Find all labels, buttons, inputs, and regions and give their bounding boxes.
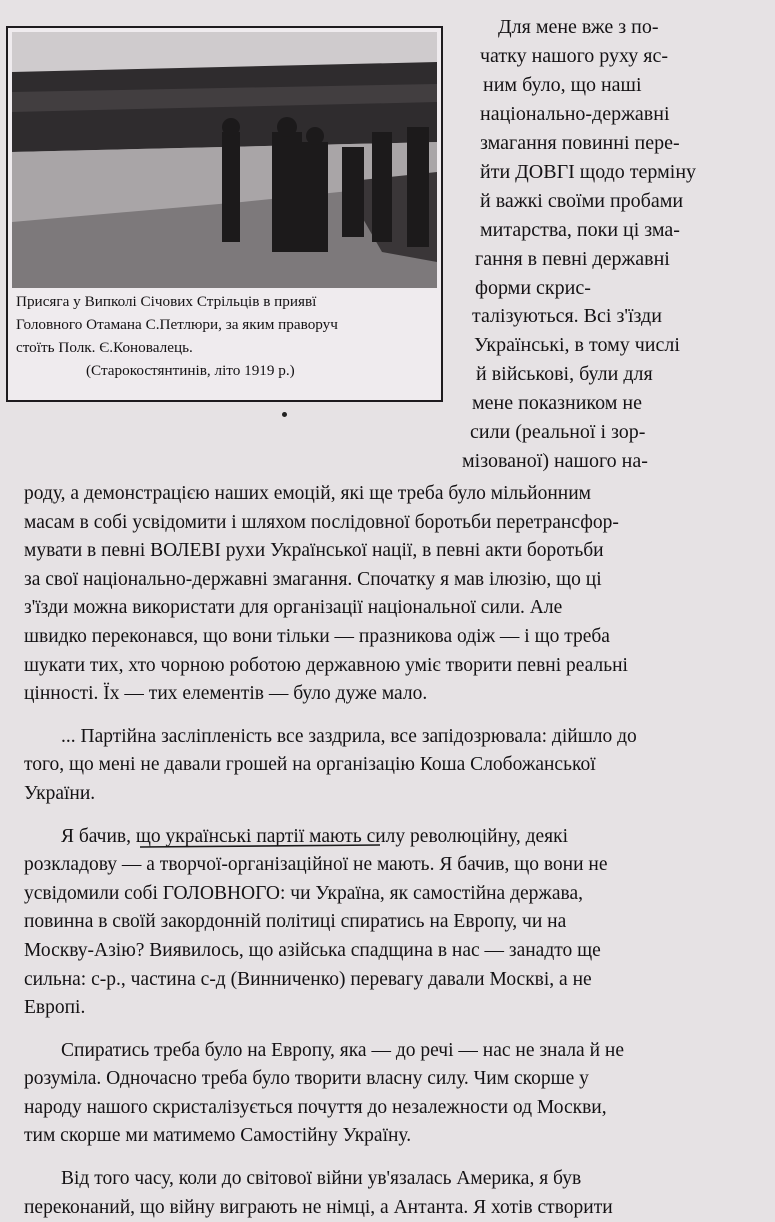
- body-text: [24, 480, 724, 1222]
- paragraph-line: розуміла. Одночасно треба було творити власну силу. Чим скорше у: [24, 1068, 589, 1090]
- paragraph-line: ... Партійна засліпленість все заздрила, все запідозрювала: дійшло до: [61, 725, 637, 747]
- photo-figure: [6, 26, 443, 402]
- paragraph-line: того, що мені не давали грошей на організацію Коша Слобожанської: [24, 754, 596, 776]
- body-line: масам в собі усвідомити і шляхом послідовної боротьби перетрансфор-: [24, 511, 619, 533]
- body-line: швидко переконався, що вони тільки — празникова одіж — і що треба: [24, 625, 610, 647]
- paragraph-line: Від того часу, коли до світової війни ув'язалась Америка, я був: [61, 1168, 582, 1190]
- caption-line: Головного Отамана С.Петлюри, за яким праворуч: [16, 316, 338, 333]
- column-text-line: митарства, поки ці зма-: [480, 219, 680, 241]
- body-line: цінності. Їх — тих елементів — було дуже мало.: [24, 683, 428, 705]
- caption-line: стоїть Полк. Є.Коновалець.: [16, 339, 193, 356]
- paragraph-line: Спиратись треба було на Европу, яка — до речі — нас не знала й не: [61, 1039, 624, 1061]
- paragraph-line: переконаний, що війну виграють не німці, а Антанта. Я хотів створити: [24, 1196, 613, 1218]
- paragraph-line: Москву-Азію? Виявилось, що азійська спадщина в нас — занадто ще: [24, 939, 601, 961]
- column-text-line: талізуються. Всі з'їзди: [472, 305, 662, 327]
- caption-line: Присяга у Випколі Січових Стрільців в приявї: [16, 293, 317, 310]
- column-text-line: чатку нашого руху яс-: [480, 45, 668, 67]
- paragraph-line: Я бачив, що українські партії мають силу революційну, деякі: [61, 825, 569, 847]
- column-text-line: й військові, були для: [476, 363, 653, 385]
- historical-photo: [12, 32, 437, 288]
- paragraph-line: розкладову — а творчої-організаційної не мають. Я бачив, що вони не: [24, 854, 608, 876]
- photo-caption: [16, 290, 436, 382]
- column-text-line: Для мене вже з по-: [498, 16, 659, 38]
- column-text-line: форми скрис-: [475, 277, 591, 299]
- ink-speck: [282, 412, 287, 417]
- paragraph-line: України.: [24, 782, 96, 804]
- paragraph-line: усвідомили собі ГОЛОВНОГО: чи Україна, як самостійна держава,: [24, 882, 584, 904]
- column-text-line: сили (реальної і зор-: [470, 421, 646, 443]
- column-text-line: національно-державні: [480, 103, 670, 125]
- column-text-line: змагання повинні пере-: [480, 132, 680, 154]
- column-text-line: Українські, в тому числі: [474, 334, 680, 356]
- paragraph-line: Европі.: [24, 997, 86, 1019]
- body-line: мувати в певні ВОЛЕВІ рухи Української нації, в певні акти боротьби: [24, 540, 604, 562]
- body-line: за свої національно-державні змагання. Спочатку я мав ілюзію, що ці: [24, 568, 602, 590]
- column-text-line: мене показником не: [472, 392, 642, 414]
- column-text-line: гання в певні державні: [475, 248, 670, 270]
- column-text-line: мізованої) нашого на-: [462, 450, 648, 472]
- paragraph-line: сильна: с-р., частина с-д (Винниченко) перевагу давали Москві, а не: [24, 968, 592, 990]
- paragraph-line: народу нашого скристалізується почуття до незалежности од Москви,: [24, 1096, 607, 1118]
- body-line: шукати тих, хто чорною роботою державною уміє творити певні реальні: [24, 654, 628, 676]
- column-text-line: йти ДОВГІ щодо терміну: [480, 161, 697, 183]
- caption-line: (Старокостянтинів, літо 1919 р.): [86, 362, 295, 379]
- column-text-line: ним було, що наші: [483, 74, 642, 96]
- paragraph-line: повинна в своїй закордонній політиці спиратись на Европу, чи на: [24, 911, 567, 933]
- paragraph-line: тим скорше ми матимемо Самостійну Україну.: [24, 1125, 412, 1147]
- body-line: з'їзди можна використати для організації національної сили. Але: [24, 597, 563, 619]
- body-line: роду, а демонстрацією наших емоцій, які ще треба було мільйонним: [24, 483, 592, 504]
- column-text-line: й важкі своїми пробами: [480, 190, 684, 212]
